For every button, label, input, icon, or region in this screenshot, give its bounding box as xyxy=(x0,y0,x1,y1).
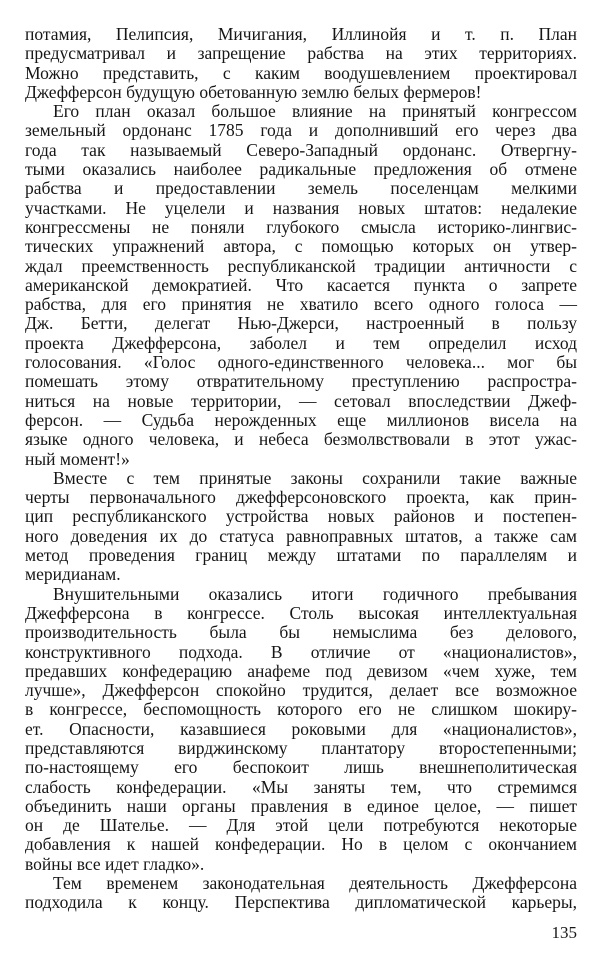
text-line: ниться на новые территории, — сетовал впоследствии Джеф- xyxy=(25,390,577,411)
text-line: меридианам. xyxy=(25,564,121,585)
text-line: в конгрессе, беспомощность которого его не слишком шокиру- xyxy=(25,699,577,720)
text-line: рабства, для его принятия не хватило всего одного голоса — xyxy=(25,294,577,315)
text-line: американской демократией. Что касается пункта о запрете xyxy=(25,274,577,295)
text-line: Его план оказал большое влияние на принятый конгрессом xyxy=(53,101,577,122)
text-line: рабства и предоставлении земель поселенцам мелкими xyxy=(25,178,577,199)
page-number: 135 xyxy=(551,923,577,942)
text-line: ет. Опасности, казавшиеся роковыми для «националистов», xyxy=(25,718,577,739)
book-page-text xyxy=(25,25,577,913)
text-line: проекта Джефферсона, заболел и тем определил исход xyxy=(25,332,577,353)
text-line: Тем временем законодательная деятельность Джефферсона xyxy=(53,873,577,894)
text-line: объединить наши органы правления в единое целое, — пишет xyxy=(25,795,577,816)
text-line: Дж. Бетти, делегат Нью-Джерси, настроенный в пользу xyxy=(25,313,577,334)
text-line: земельный ордонанс 1785 года и дополнивший его через два xyxy=(25,120,577,141)
text-line: цип республиканского устройства новых районов и постепен- xyxy=(25,506,577,527)
text-line: помешать этому отвратительному преступлению распростра- xyxy=(25,371,577,392)
text-line: года так называемый Северо-Западный ордонанс. Отвергну- xyxy=(25,139,577,160)
text-line: по-настоящему его беспокоит лишь внешнеполитическая xyxy=(25,757,577,778)
text-line: лучше», Джефферсон спокойно трудится, делает все возможное xyxy=(25,680,577,701)
text-line: участками. Не уцелели и названия новых штатов: недалекие xyxy=(25,197,577,218)
text-line: языке одного человека, и небеса безмолвствовали в этот ужас- xyxy=(25,429,577,450)
text-line: тических упражнений автора, с помощью которых он утвер- xyxy=(25,236,577,257)
paragraph xyxy=(25,585,577,874)
text-line: Внушительными оказались итоги годичного пребывания xyxy=(53,583,577,604)
text-line: тыми оказались наиболее радикальные предложения об отмене xyxy=(25,159,577,180)
paragraph xyxy=(25,874,577,913)
text-line: голосования. «Голос одного-единственного человека... мог бы xyxy=(25,352,577,373)
text-line: производительность была бы немыслима без делового, xyxy=(25,622,577,643)
text-line: слабость конфедерации. «Мы заняты тем, что стремимся xyxy=(25,776,577,797)
text-line: войны все идет гладко». xyxy=(25,853,205,874)
text-line: ный момент!» xyxy=(25,448,130,469)
text-line: ного доведения их до статуса равноправных штатов, а также сам xyxy=(25,525,577,546)
text-line: он де Шателье. — Для этой цели потребуются некоторые xyxy=(25,815,577,836)
text-line: метод проведения границ между штатами по параллелям и xyxy=(25,545,577,566)
text-line: Вместе с тем принятые законы сохранили такие важные xyxy=(53,467,577,488)
paragraph xyxy=(25,469,577,585)
text-line: ждал преемственность республиканской традиции античности с xyxy=(25,255,577,276)
text-line: добавления к нашей конфедерации. Но в целом с окончанием xyxy=(25,834,577,855)
text-line: конструктивного подхода. В отличие от «националистов», xyxy=(25,641,577,662)
text-line: подходила к концу. Перспектива дипломатической карьеры, xyxy=(25,892,577,913)
paragraph xyxy=(25,25,577,102)
text-line: представляются вирджинскому плантатору второстепенными; xyxy=(25,737,577,758)
text-line: ферсон. — Судьба нерожденных еще миллионов висела на xyxy=(25,409,577,430)
text-line: Джефферсон будущую обетованную землю белых фермеров! xyxy=(25,81,482,102)
text-line: предавших конфедерацию анафеме под девизом «чем хуже, тем xyxy=(25,660,577,681)
text-line: потамия, Пелипсия, Мичигания, Иллинойя и т. п. План xyxy=(25,24,577,44)
text-line: конгрессмены не поняли глубокого смысла историко-лингвис- xyxy=(25,216,577,237)
text-line: черты первоначального джефферсоновского проекта, как прин- xyxy=(25,487,577,508)
text-line: предусматривал и запрещение рабства на этих территориях. xyxy=(25,43,577,64)
text-line: Джефферсона в конгрессе. Столь высокая интеллектуальная xyxy=(25,602,577,623)
text-line: Можно представить, с каким воодушевлением проектировал xyxy=(25,62,577,83)
paragraph xyxy=(25,102,577,469)
